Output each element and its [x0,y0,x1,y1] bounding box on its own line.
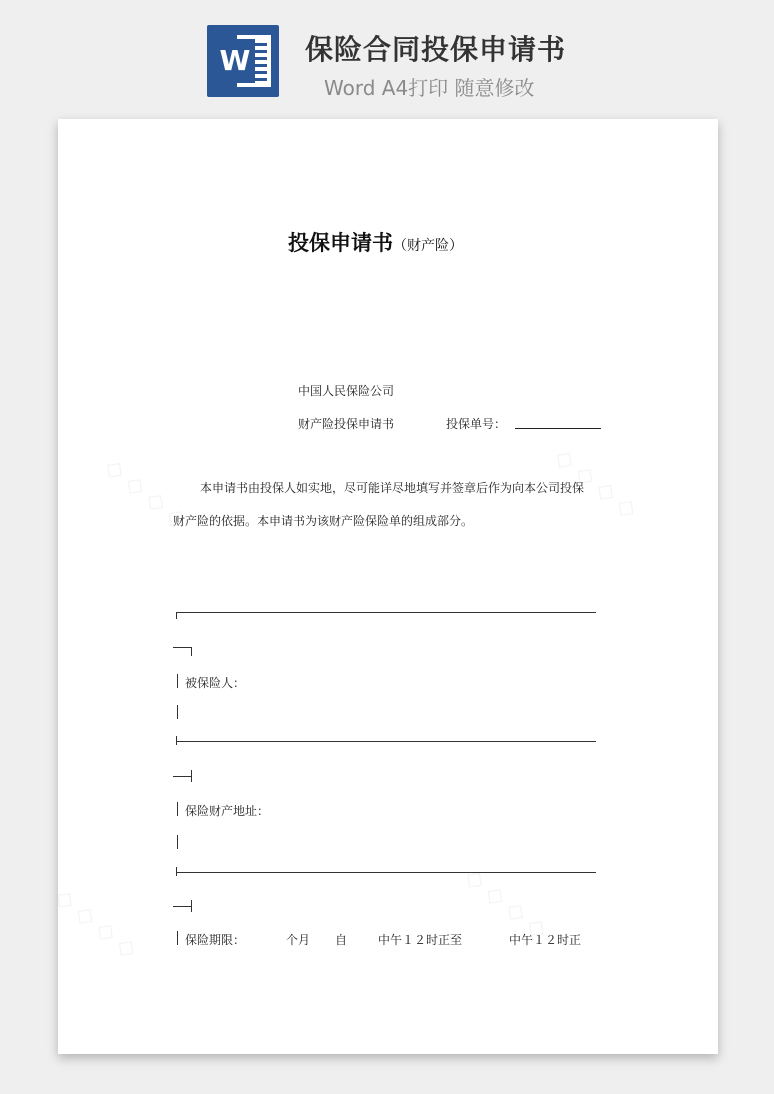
form-border-top [176,612,596,613]
form-separator-1 [176,741,596,742]
form-separator-right [191,900,192,912]
period-month: 个月 [286,933,311,947]
form-name: 财产险投保申请书 [298,417,395,431]
period-noon-end: 中午１２时正 [509,933,582,947]
form-separator-1-end [173,776,192,777]
period-label: 保险期限： [185,933,246,947]
form-corner-top-right [191,647,192,656]
banner [0,0,774,110]
document-page [58,119,718,1054]
period-noon-to: 中午１２时正至 [378,933,463,947]
intro-text-line-1: 本申请书由投保人如实地，尽可能详尽地填写并签章后作为向本公司投保 [200,481,585,495]
policy-number-field[interactable] [515,428,601,429]
form-border-left [177,705,178,719]
insured-label: 被保险人： [185,676,246,690]
form-separator-2-end [173,906,192,907]
intro-text-line-2: 财产险的依据。本申请书为该财产险保险单的组成部分。 [173,514,474,528]
document-title [288,227,463,257]
form-separator-right [191,770,192,782]
company-name: 中国人民保险公司 [298,384,395,398]
form-corner-top-left [176,612,177,619]
watermark [50,882,143,964]
period-from: 自 [335,933,348,947]
form-border-left [177,802,178,816]
form-border-left [177,674,178,688]
banner-title: 保险合同投保申请书 [305,33,567,66]
form-border-left [177,931,178,945]
document-title-main: 投保申请书 [288,231,393,255]
form-border-left [177,835,178,849]
word-letter: W [215,39,255,83]
policy-number-label: 投保单号： [446,417,507,431]
form-border-top-end [173,647,192,648]
address-label: 保险财产地址： [185,804,270,818]
banner-subtitle: Word A4打印 随意修改 [324,76,535,100]
form-separator-2 [176,872,596,873]
document-title-paren: （财产险） [393,238,463,254]
word-document-icon [207,25,279,97]
